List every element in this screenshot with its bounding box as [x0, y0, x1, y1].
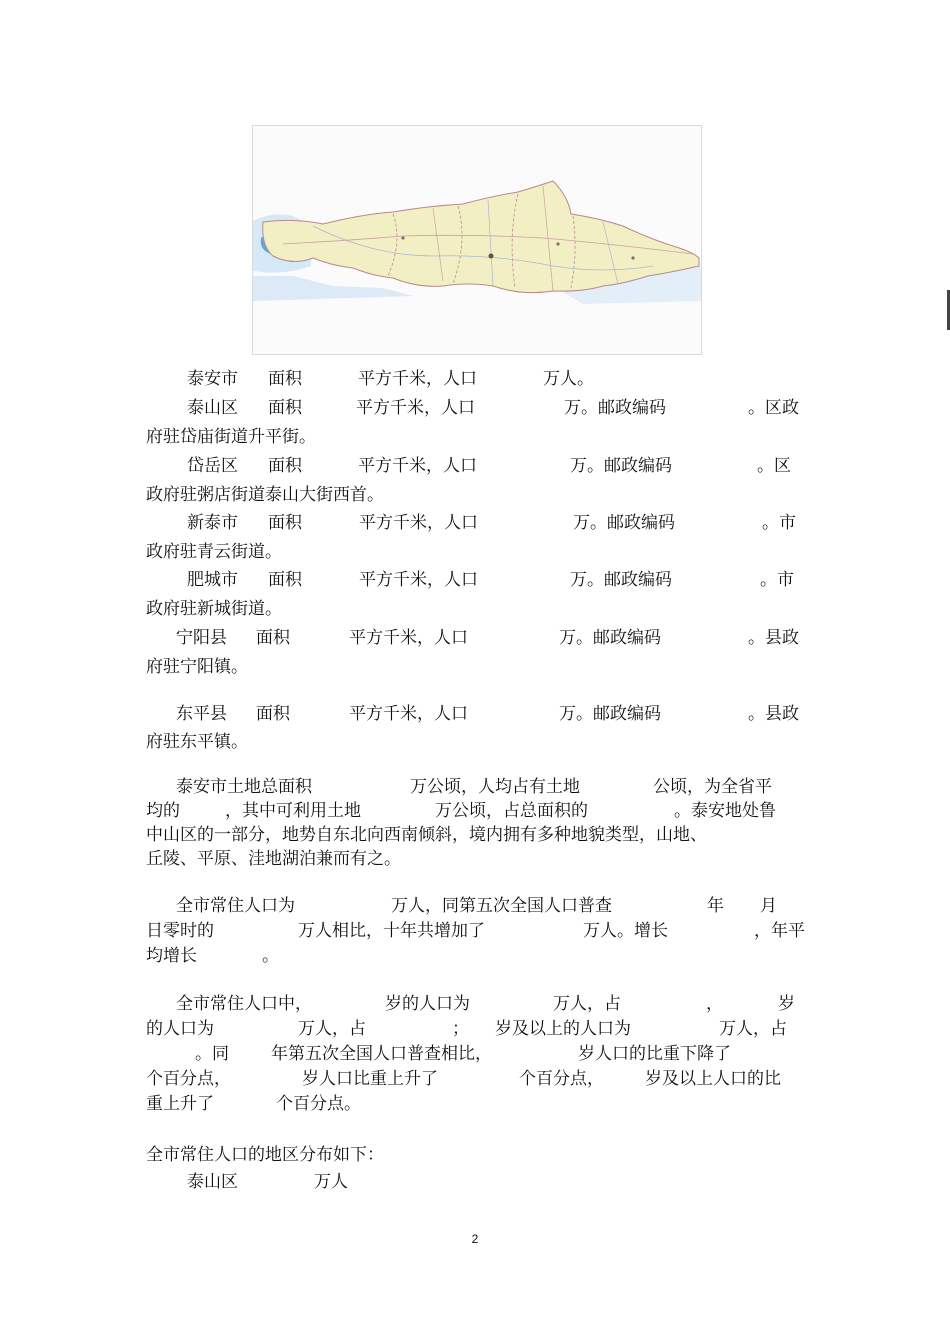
age-text: 个百分点，: [519, 1069, 604, 1089]
pop-text: 万人，同第五次全国人口普查: [391, 896, 612, 916]
land-text: 均的: [146, 801, 180, 821]
age-text: 万人，占: [298, 1019, 366, 1039]
region-map-image: [252, 125, 702, 355]
area-label: 面积: [256, 704, 290, 724]
pop-text: 均增长: [146, 946, 197, 966]
land-text: 公顷，为全省平: [653, 777, 772, 797]
age-text: 岁及以上人口的比: [645, 1069, 781, 1089]
age-text: 岁人口的比重下降了: [578, 1044, 731, 1064]
distribution-heading: 全市常住人口的地区分布如下：: [146, 1145, 384, 1165]
line-tail: 。区: [757, 456, 791, 476]
land-text: 泰安市土地总面积: [176, 777, 312, 797]
daiyue-line-2: 政府驻粥店街道泰山大街西首。: [146, 485, 384, 505]
postal-label: 万。邮政编码: [573, 513, 675, 533]
age-text: 岁: [778, 994, 795, 1014]
page-number: 2: [471, 1232, 479, 1246]
line-tail: 。县政: [748, 628, 799, 648]
pop-text: 万人。增长: [583, 921, 668, 941]
feicheng-line-2: 政府驻新城街道。: [146, 599, 282, 619]
age-text: ；: [452, 1019, 469, 1039]
area-label: 面积: [268, 456, 302, 476]
area-label: 面积: [256, 628, 290, 648]
pop-text: 年: [707, 896, 724, 916]
land-line-3: 中山区的一部分，地势自东北向西南倾斜，境内拥有多种地貌类型，山地、: [146, 825, 707, 845]
city-name: 泰安市: [187, 369, 238, 389]
xintai-line-2: 政府驻青云街道。: [146, 542, 282, 562]
age-text: 岁人口比重上升了: [302, 1069, 438, 1089]
land-line-4: 丘陵、平原、洼地湖泊兼而有之。: [146, 849, 401, 869]
age-text: 个百分点，: [146, 1069, 231, 1089]
line-tail: 。市: [762, 513, 796, 533]
district-name: 岱岳区: [187, 456, 238, 476]
area-label: 面积: [268, 398, 302, 418]
pop-text: 。: [262, 946, 279, 966]
area-label: 面积: [268, 369, 302, 389]
pop-text: 万人相比，十年共增加了: [298, 921, 485, 941]
postal-label: 万。邮政编码: [559, 628, 661, 648]
line-tail: 。县政: [748, 704, 799, 724]
land-text: 万公顷，占总面积的: [435, 801, 588, 821]
age-text: 。同: [195, 1044, 229, 1064]
land-text: 万公顷，人均占有土地: [410, 777, 580, 797]
pop-unit: 万人。: [543, 369, 594, 389]
age-text: 全市常住人口中，: [176, 994, 312, 1014]
area-unit: 平方千米，人口: [359, 513, 478, 533]
postal-label: 万。邮政编码: [559, 704, 661, 724]
pop-text: 全市常住人口为: [176, 896, 295, 916]
pop-text: ，年平: [754, 921, 805, 941]
age-text: 万人，占: [719, 1019, 787, 1039]
postal-label: 万。邮政编码: [570, 570, 672, 590]
area-unit: 平方千米，人口: [356, 398, 475, 418]
county-name: 宁阳县: [176, 628, 227, 648]
taishan-line-2: 府驻岱庙街道升平街。: [146, 427, 316, 447]
pop-unit: 万人: [314, 1172, 348, 1192]
age-text: 岁及以上的人口为: [495, 1019, 631, 1039]
city-name: 新泰市: [187, 513, 238, 533]
age-text: 的人口为: [146, 1019, 214, 1039]
district-name: 泰山区: [187, 1172, 238, 1192]
area-label: 面积: [268, 570, 302, 590]
area-unit: 平方千米，人口: [358, 369, 477, 389]
line-tail: 。市: [760, 570, 794, 590]
area-unit: 平方千米，人口: [359, 570, 478, 590]
age-text: 重上升了: [146, 1094, 214, 1114]
land-text: 。泰安地处鲁: [674, 801, 776, 821]
city-name: 肥城市: [187, 570, 238, 590]
dongping-line-2: 府驻东平镇。: [146, 732, 248, 752]
pop-text: 月: [760, 896, 777, 916]
postal-label: 万。邮政编码: [570, 456, 672, 476]
land-text: ，其中可利用土地: [225, 801, 361, 821]
ningyang-line-2: 府驻宁阳镇。: [146, 657, 248, 677]
age-text: 岁的人口为: [385, 994, 470, 1014]
county-name: 东平县: [176, 704, 227, 724]
area-unit: 平方千米，人口: [358, 456, 477, 476]
area-label: 面积: [268, 513, 302, 533]
age-text: 万人，占: [553, 994, 621, 1014]
area-unit: 平方千米，人口: [349, 704, 468, 724]
age-text: 年第五次全国人口普查相比，: [271, 1044, 492, 1064]
postal-label: 万。邮政编码: [564, 398, 666, 418]
pop-text: 日零时的: [146, 921, 214, 941]
area-unit: 平方千米，人口: [349, 628, 468, 648]
district-name: 泰山区: [187, 398, 238, 418]
age-text: 个百分点。: [276, 1094, 361, 1114]
line-tail: 。区政: [748, 398, 799, 418]
age-text: ，: [706, 994, 723, 1014]
